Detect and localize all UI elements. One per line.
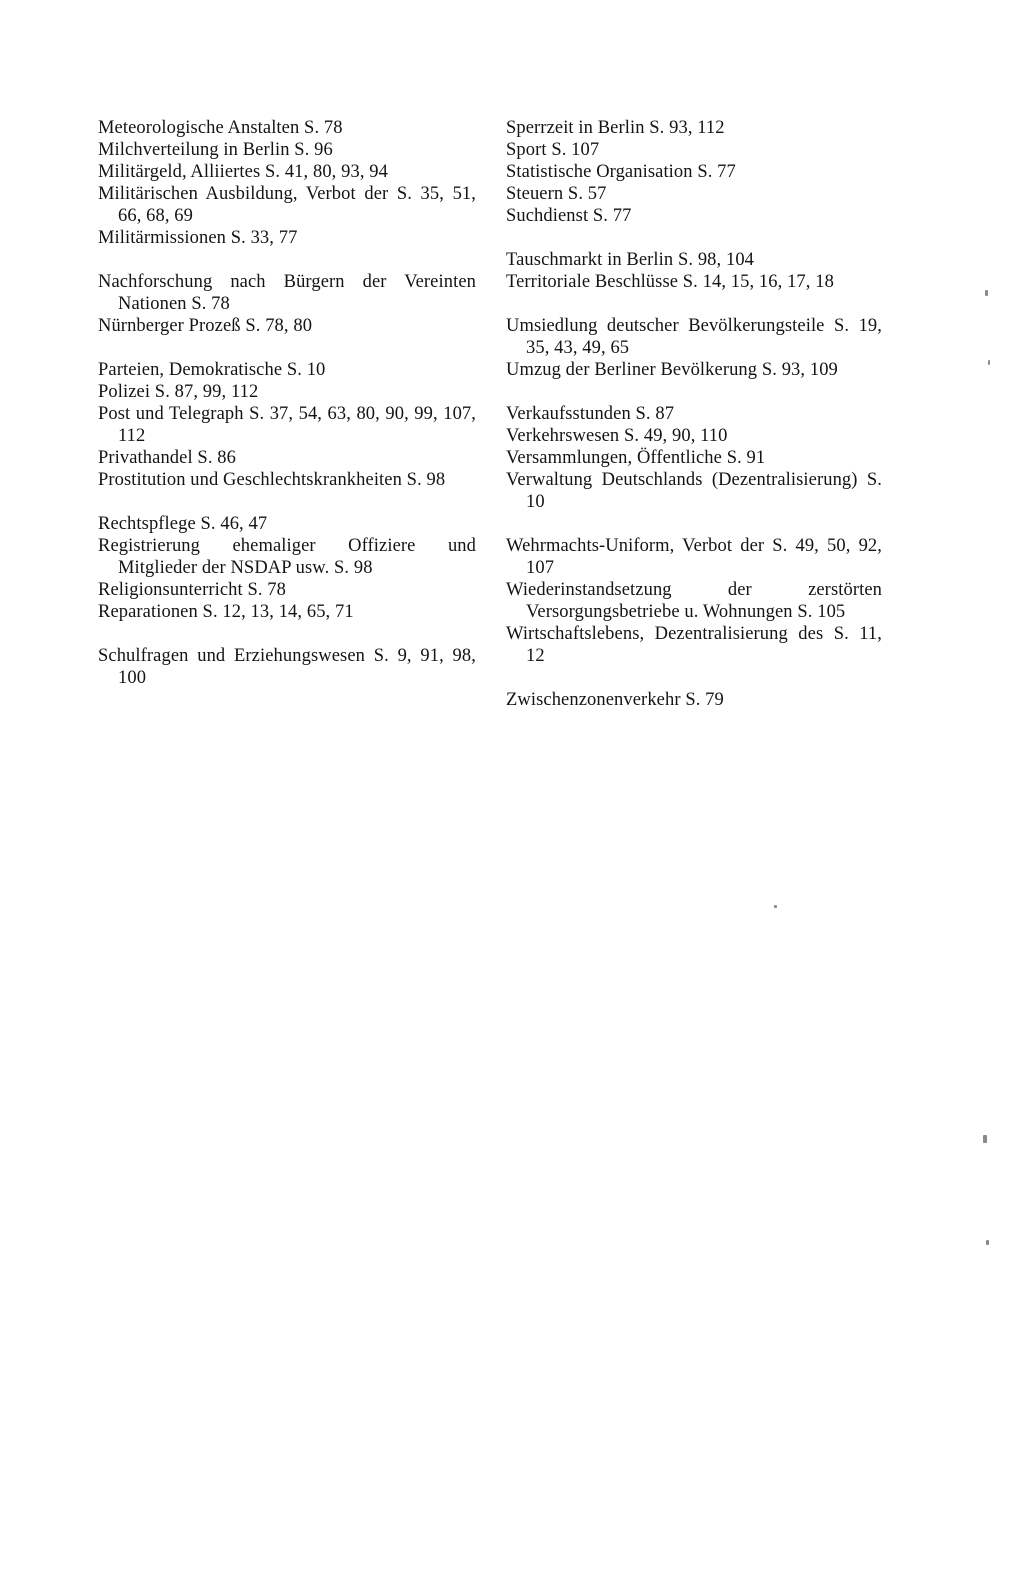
index-entry: Wehrmachts-Uniform, Verbot der S. 49, 50, 92, 107 (506, 536, 882, 578)
index-entry: Nürnberger Prozeß S. 78, 80 (98, 316, 313, 336)
index-entry: Umzug der Berliner Bevölkerung S. 93, 109 (506, 360, 838, 380)
index-entry: Versammlungen, Öffentliche S. 91 (506, 448, 766, 468)
index-group-z (506, 689, 882, 711)
index-entry: Militärmissionen S. 33, 77 (98, 228, 298, 248)
index-entry: Reparationen S. 12, 13, 14, 65, 71 (98, 602, 354, 622)
index-entry: Tauschmarkt in Berlin S. 98, 104 (506, 250, 755, 270)
index-group-n (98, 271, 476, 337)
index-entry: Umsiedlung deutscher Bevölkerungsteile S. 19, 35, 43, 49, 65 (506, 316, 882, 358)
index-group-p (98, 359, 476, 491)
index-entry: Wirtschaftslebens, Dezentralisierung des S. 11, 12 (506, 624, 882, 666)
index-entry: Schulfragen und Erziehungswesen S. 9, 91, 98, 100 (98, 646, 476, 688)
index-entry: Milchverteilung in Berlin S. 96 (98, 140, 333, 160)
index-entry: Statistische Organisation S. 77 (506, 162, 736, 182)
index-entry: Sport S. 107 (506, 140, 600, 160)
index-entry: Wiederinstandsetzung der zerstörten Versorgungsbetriebe u. Wohnungen S. 105 (506, 580, 882, 622)
scan-speck (983, 1135, 987, 1143)
index-group-s (98, 645, 476, 689)
index-entry: Verkaufsstunden S. 87 (506, 404, 675, 424)
index-column-right (506, 117, 882, 733)
index-entry: Sperrzeit in Berlin S. 93, 112 (506, 118, 725, 138)
index-group-w (506, 535, 882, 667)
scan-speck (985, 290, 988, 296)
index-entry: Parteien, Demokratische S. 10 (98, 360, 326, 380)
index-group-u (506, 315, 882, 381)
index-entry: Prostitution und Geschlechtskrankheiten S. 98 (98, 470, 446, 490)
index-entry: Suchdienst S. 77 (506, 206, 632, 226)
scan-speck (986, 1240, 989, 1245)
index-entry: Verwaltung Deutschlands (Dezentralisierung) S. 10 (506, 470, 882, 512)
index-group-t (506, 249, 882, 293)
index-entry: Religionsunterricht S. 78 (98, 580, 286, 600)
index-entry: Post und Telegraph S. 37, 54, 63, 80, 90, 99, 107, 112 (98, 404, 476, 446)
index-entry: Zwischenzonenverkehr S. 79 (506, 690, 724, 710)
scan-speck (988, 360, 990, 365)
index-entry: Meteorologische Anstalten S. 78 (98, 118, 343, 138)
index-entry: Privathandel S. 86 (98, 448, 236, 468)
scan-speck (774, 905, 777, 908)
index-entry: Polizei S. 87, 99, 112 (98, 382, 259, 402)
index-entry: Registrierung ehemaliger Offiziere und Mitglieder der NSDAP usw. S. 98 (98, 536, 476, 578)
index-entry: Steuern S. 57 (506, 184, 607, 204)
index-column-left (98, 117, 476, 711)
index-entry: Rechtspflege S. 46, 47 (98, 514, 268, 534)
index-entry: Nachforschung nach Bürgern der Vereinten Nationen S. 78 (98, 272, 476, 314)
index-group-v (506, 403, 882, 513)
index-entry: Verkehrswesen S. 49, 90, 110 (506, 426, 728, 446)
index-group-r (98, 513, 476, 623)
index-entry: Militärischen Ausbildung, Verbot der S. 35, 51, 66, 68, 69 (98, 184, 476, 226)
index-entry: Militärgeld, Alliiertes S. 41, 80, 93, 94 (98, 162, 388, 182)
index-group-m (98, 117, 476, 249)
index-group-s-cont (506, 117, 882, 227)
index-entry: Territoriale Beschlüsse S. 14, 15, 16, 17, 18 (506, 272, 834, 292)
